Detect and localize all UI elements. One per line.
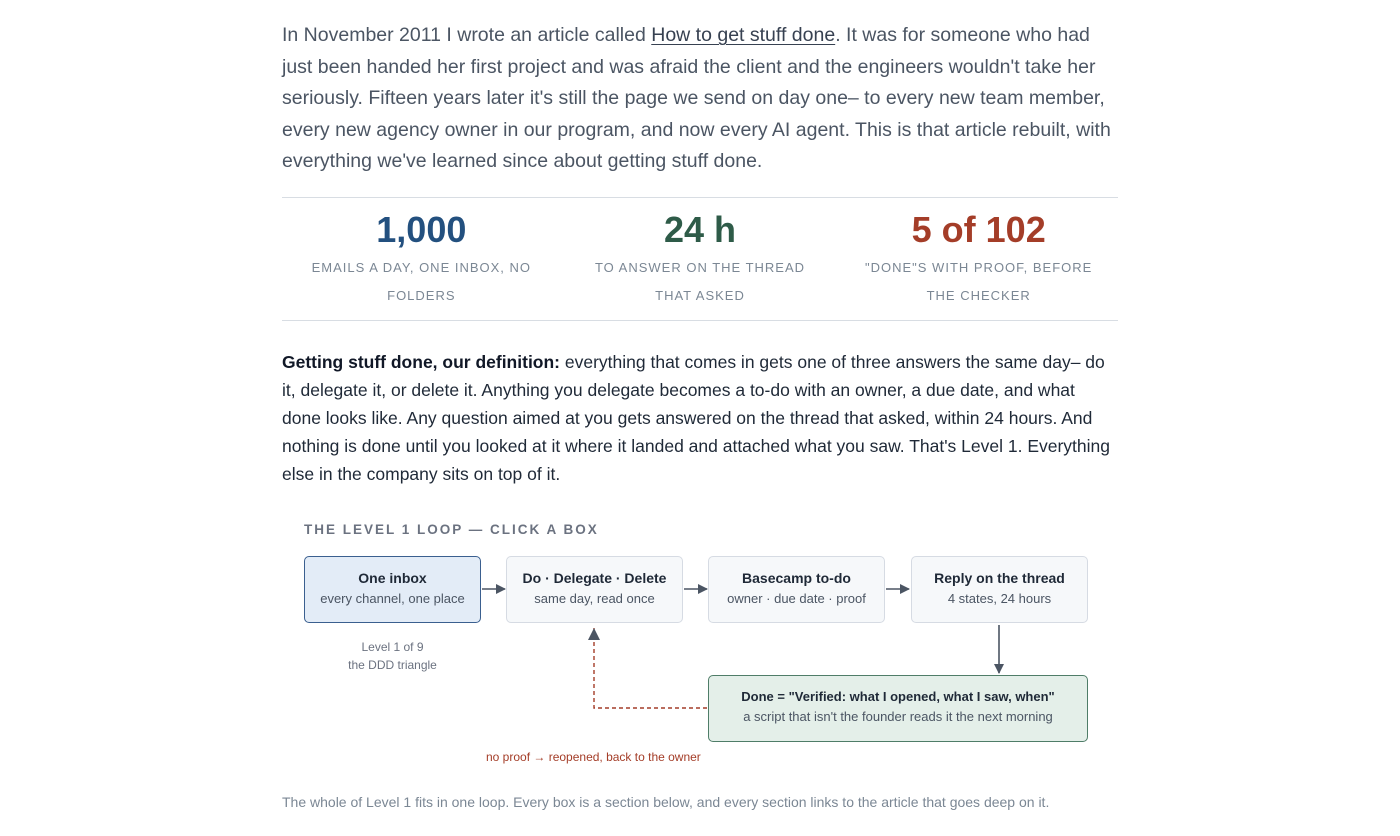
loop-box-done-verified[interactable]: [708, 675, 1088, 742]
article-column: [282, 0, 1118, 810]
level-note-line1: Level 1 of 9: [361, 640, 424, 654]
box-subtitle: a script that isn't the founder reads it the next morning: [743, 709, 1053, 724]
how-to-get-stuff-done-link[interactable]: How to get stuff done: [651, 24, 836, 46]
box-title: Reply on the thread: [934, 570, 1065, 586]
box-title: One inbox: [358, 570, 427, 586]
intro-text-start: In November 2011 I wrote an article called: [282, 24, 652, 46]
loop-box-do-delegate-delete[interactable]: [506, 556, 683, 623]
loop-box-basecamp-todo[interactable]: [708, 556, 885, 623]
footer-note: The whole of Level 1 fits in one loop. Every box is a section below, and every section links to the article that goes deep on it.: [282, 794, 1050, 810]
intro-text-end: . It was for someone who had just been handed her first project and was afraid the client and the engineers wouldn't take her seriously. Fifteen years later it's still the page we send on day one– to every new team member, every new agency owner in our program, and now every AI agent. This is that article rebuilt, with everything we've learned since about getting stuff done.: [282, 24, 1111, 172]
definition-lead: Getting stuff done, our definition:: [282, 352, 561, 372]
reopen-dashed-line: [594, 628, 707, 708]
box-subtitle: 4 states, 24 hours: [947, 591, 1052, 606]
stat-value: 5 of 102: [911, 209, 1046, 250]
stat-value: 1,000: [376, 209, 467, 250]
box-subtitle: same day, read once: [534, 591, 655, 606]
level-note: [304, 638, 481, 674]
box-title: Do · Delegate · Delete: [522, 570, 667, 586]
box-subtitle: every channel, one place: [320, 591, 465, 606]
definition-body: everything that comes in gets one of three answers the same day– do it, delegate it, or delete it. Anything you delegate becomes a to-do with an owner, a due date, and what done looks like. Any question aimed at you gets answered on the thread that asked, within 24 hours. And nothing is done until you looked at it where it landed and attached what you saw. That's Level 1. Everything else in the company sits on top of it.: [282, 352, 1110, 484]
stat-value: 24 h: [663, 209, 737, 250]
stat-label: "DONE"S WITH PROOF, BEFORE THE CHECKER: [864, 260, 1093, 303]
level-note-line2: the DDD triangle: [348, 658, 437, 672]
box-title: Done = "Verified: what I opened, what I saw, when": [741, 689, 1055, 704]
reopen-arrowhead: [588, 628, 600, 640]
box-title: Basecamp to-do: [742, 570, 851, 586]
stat-label: TO ANSWER ON THE THREAD THAT ASKED: [594, 260, 806, 303]
loop-title: THE LEVEL 1 LOOP — CLICK A BOX: [304, 522, 599, 537]
box-subtitle: owner · due date · proof: [727, 591, 866, 606]
loop-box-reply-on-thread[interactable]: [911, 556, 1088, 623]
loop-box-one-inbox[interactable]: [304, 556, 481, 623]
reopen-label: no proof → reopened, back to the owner: [486, 750, 701, 764]
stat-label: EMAILS A DAY, ONE INBOX, NO FOLDERS: [311, 260, 532, 303]
